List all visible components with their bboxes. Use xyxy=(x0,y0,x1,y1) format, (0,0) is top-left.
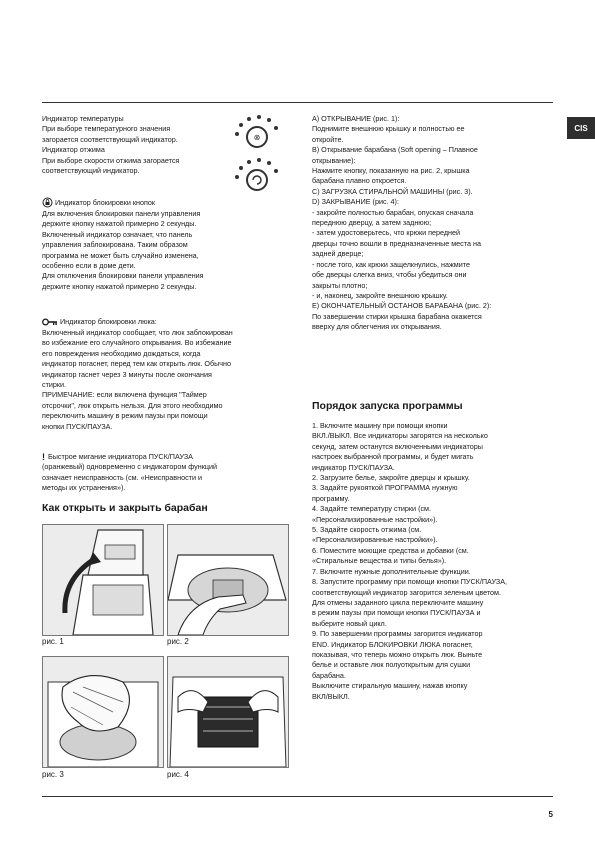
program-start-heading: Порядок запуска программы xyxy=(312,400,463,412)
key-lock-icon xyxy=(42,197,53,208)
svg-text:⊗: ⊗ xyxy=(253,133,261,142)
warning-icon: ! xyxy=(42,452,45,462)
page-number: 5 xyxy=(548,810,553,819)
door-lock-title: Индикатор блокировки люка: xyxy=(60,317,157,326)
blink-warning-text: Быстрое мигание индикатора ПУСК/ПАУЗА (оранжевый) одновременно с индикатором функций означает неисправность (см. «Неисправности и методы их устранения»). xyxy=(42,452,217,493)
program-steps-text: 1. Включите машину при помощи кнопки ВКЛ./ВЫКЛ. Все индикаторы загорятся на несколько секунд, затем останутся включенными индикаторы настроек выбранной программы, и будет мигать индикатор ПУСК/ПАУЗА. 2. Загрузите белье, закройте дверцы и крышку. 3. Задайте рукояткой ПРОГРАММА нужную программу. 4. Задайте температуру стирки (см. «Персонализированные настройки»). 5. Задайте скорость отжима (см. «Персонализированные настройки»). 6. Поместите моющие средства и добавки (см. «Стиральные вещества и типы белья»). 7. Включите нужные дополнительные функции. 8. Запустите программу при помощи кнопки ПУСК/ПАУЗА, соответствующий индикатор загорится зеленым цветом. Для отмены заданного цикла переключите машину в режим паузы при помощи кнопки ПУСК/ПАУЗА и выберите новый цикл. 9. По завершении программы загорится индикатор END. Индикатор БЛОКИРОВКИ ЛЮКА погаснет, показывая, что теперь можно открыть люк. Выньте белье и оставьте люк полуоткрытым для сушки барабана. Выключите стиральную машину, нажав кнопку ВКЛ/ВЫКЛ. xyxy=(312,421,508,701)
spin-knob-icon xyxy=(232,155,282,195)
figure-4-image xyxy=(167,656,289,768)
key-lock-title: Индикатор блокировки кнопок xyxy=(55,198,156,207)
figure-3-caption: рис. 3 xyxy=(42,770,64,779)
figure-2-image xyxy=(167,524,289,636)
key-lock-text: Для включения блокировки панели управления держите кнопку нажатой примерно 2 секунды. Включенный индикатор означает, что панель управления заблокирована. Таким образом программа не может быть случайно изменена, особенно если в доме дети. Для отключения блокировки панели управления держите кнопку нажатой примерно 2 секунды. xyxy=(42,209,204,291)
drum-steps-text: A) ОТКРЫВАНИЕ (рис. 1): Поднимите внешнюю крышку и полностью ее откройте. B) Открывание барабана (Soft opening – Плавное открывание): Нажмите кнопку, показанную на рис. 2, крышка барабана плавно откроется. C) ЗАГРУЗКА СТИРАЛЬНОЙ МАШИНЫ (рис. 3). D) ЗАКРЫВАНИЕ (рис. 4): - закройте полностью барабан, опуская сначала переднюю дверцу, а затем заднюю; - затем удостоверьтесь, что крюки передней дверцы точно вошли в предназначенные места на задней дверце; - после того, как крюки защелкнулись, нажмите обе дверцы слегка вниз, чтобы убедиться они закрыты плотно; - и, наконец, закройте внешнюю крышку. E) ОКОНЧАТЕЛЬНЫЙ ОСТАНОВ БАРАБАНА (рис. 2): По завершении стирки крышка барабана окажется вверху для облегчения их открывания. xyxy=(312,114,492,332)
figure-1-image xyxy=(42,524,164,636)
door-lock-key-icon xyxy=(42,318,58,326)
drum-heading: Как открыть и закрыть барабан xyxy=(42,502,208,514)
figure-3-image xyxy=(42,656,164,768)
figure-2-caption: рис. 2 xyxy=(167,637,189,646)
top-rule xyxy=(42,102,553,103)
bottom-rule xyxy=(42,796,553,797)
figure-1-caption: рис. 1 xyxy=(42,637,64,646)
figure-4-caption: рис. 4 xyxy=(167,770,189,779)
door-lock-text: Включенный индикатор сообщает, что люк заблокирован во избежание его случайного открывания. Во избежание его повреждения необходимо дождаться, когда индикатор погаснет, перед тем как открыть люк. Обычно индикатор гаснет через 3 минуты после окончания стирки. ПРИМЕЧАНИЕ: если включена функция "Таймер отсрочки", люк открыть нельзя. Для этого необходимо переключить машину в режим паузы при помощи кнопки ПУСК/ПАУЗА. xyxy=(42,328,233,431)
temperature-spin-text: Индикатор температуры При выборе температурного значения загорается соответствующий индикатор. Индикатор отжима При выборе скорости отжима загорается соответствующий индикатор. xyxy=(42,114,180,176)
language-tab: CIS xyxy=(567,117,595,139)
temperature-knob-icon xyxy=(232,112,282,152)
